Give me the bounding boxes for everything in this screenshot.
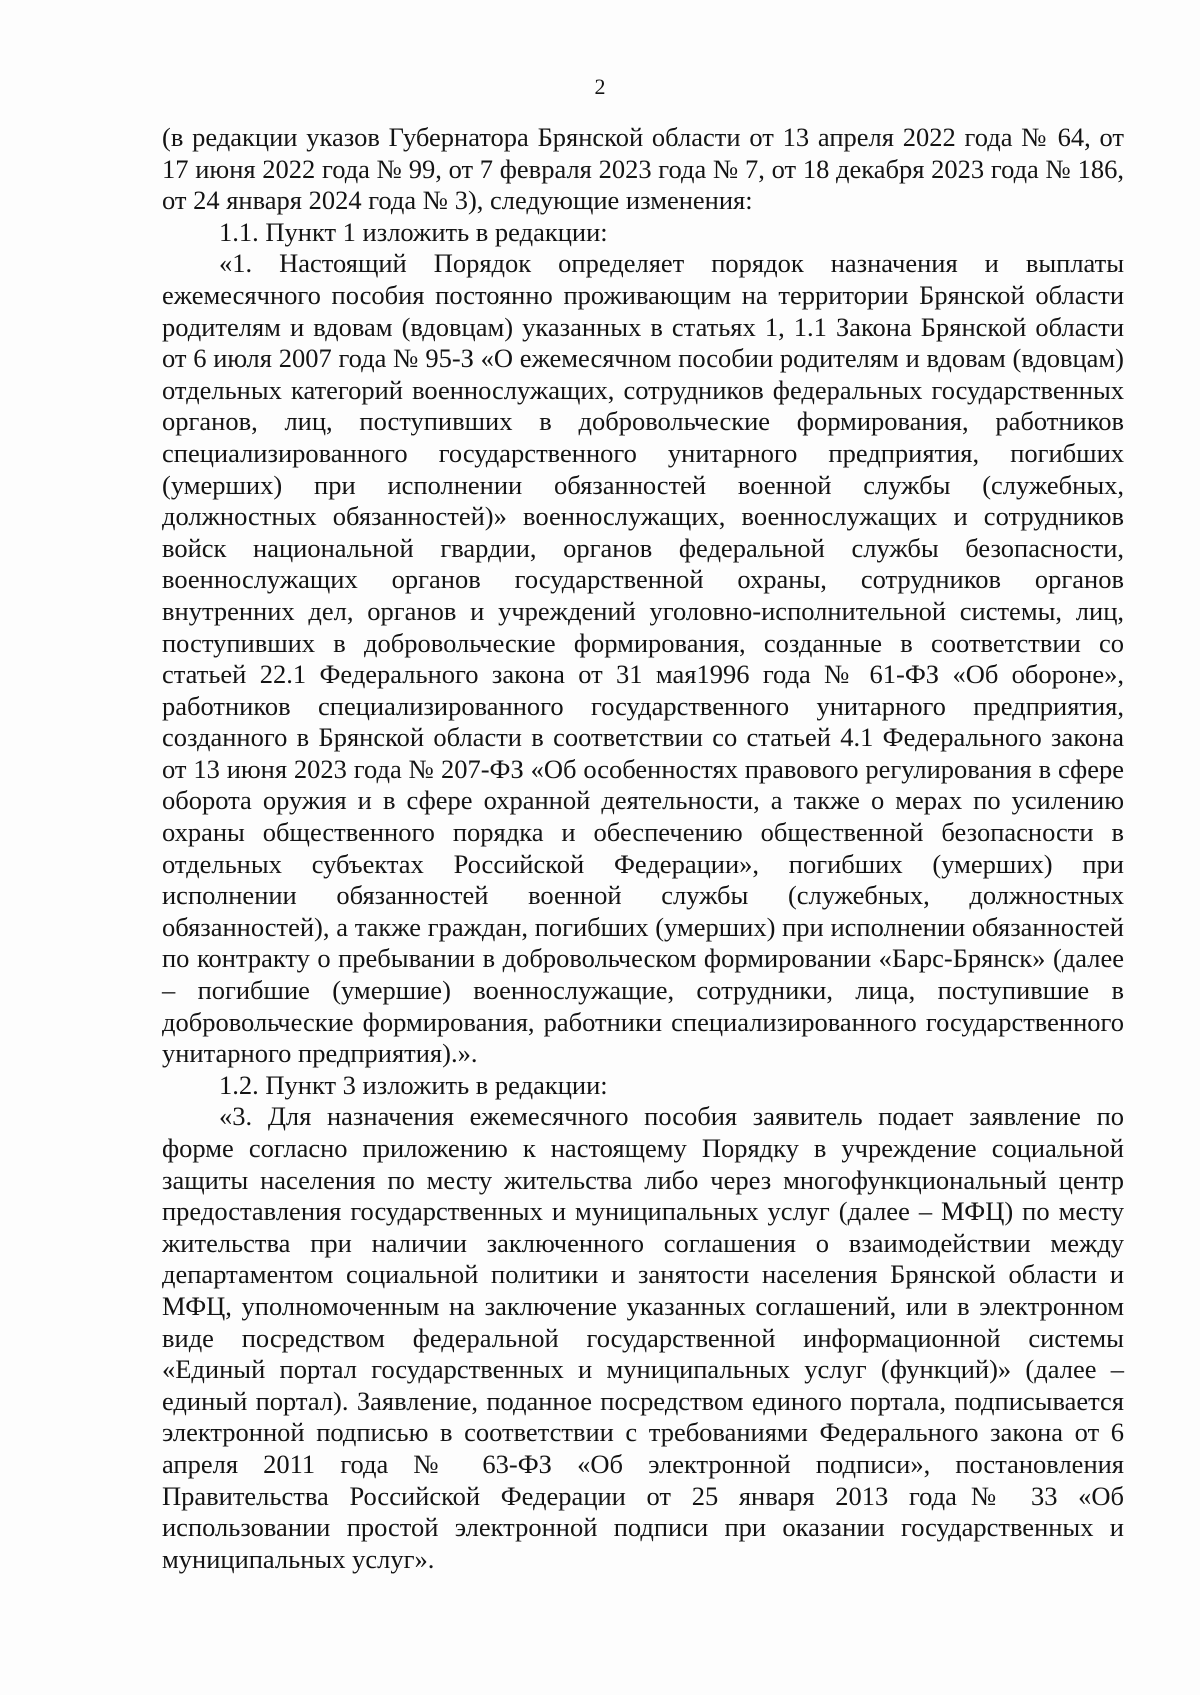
paragraph-item-1-1: 1.1. Пункт 1 изложить в редакции:: [219, 216, 608, 247]
document-body: [162, 122, 1124, 1575]
paragraph-amendment-history: (в редакции указов Губернатора Брянской области от 13 апреля 2022 года № 64, от 17 июня 2022 года № 99, от 7 февраля 2023 года № 7, от 18 декабря 2023 года № 186, от 24 января 2024 года № 3), следующие изменения:: [162, 122, 1124, 216]
paragraph-item-1-2: 1.2. Пункт 3 изложить в редакции:: [219, 1069, 608, 1100]
paragraph-point-3-text: «3. Для назначения ежемесячного пособия заявитель подает заявление по форме согласно приложению к настоящему Порядку в учреждение социальной защиты населения по месту жительства либо через многофункциональный центр предоставления государственных и муниципальных услуг (далее – МФЦ) по месту жительства при наличии заключенного соглашения о взаимодействии между департаментом социальной политики и занятости населения Брянской области и МФЦ, уполномоченным на заключение указанных соглашений, или в электронном виде посредством федеральной государственной информационной системы «Единый портал государственных и муниципальных услуг (функций)» (далее – единый портал). Заявление, поданное посредством единого портала, подписывается электронной подписью в соответствии с требованиями Федерального закона от 6 апреля 2011 года № 63-ФЗ «Об электронной подписи», постановления Правительства Российской Федерации от 25 января 2013 года№ 33 «Об использовании простой электронной подписи при оказании государственных и муниципальных услуг».: [162, 1101, 1124, 1574]
page-number: 2: [594, 74, 606, 99]
paragraph-point-1-text: «1. Настоящий Порядок определяет порядок назначения и выплаты ежемесячного пособия постоянно проживающим на территории Брянской области родителям и вдовам (вдовцам) указанных в статьях 1, 1.1 Закона Брянской области от 6 июля 2007 года № 95-З «О ежемесячном пособии родителям и вдовам (вдовцам) отдельных категорий военнослужащих, сотрудников федеральных государственных органов, лиц, поступивших в добровольческие формирования, работников специализированного государственного унитарного предприятия, погибших (умерших) при исполнении обязанностей военной службы (служебных, должностных обязанностей)» военнослужащих, военнослужащих и сотрудников войск национальной гвардии, органов федеральной службы безопасности, военнослужащих органов государственной охраны, сотрудников органов внутренних дел, органов и учреждений уголовно-исполнительной системы, лиц, поступивших в добровольческие формирования, созданные в соответствии со статьей 22.1 Федерального закона от 31 мая1996 года № 61-ФЗ «Об обороне», работников специализированного государственного унитарного предприятия, созданного в Брянской области в соответствии со статьей 4.1 Федерального закона от 13 июня 2023 года № 207-ФЗ «Об особенностях правового регулирования в сфере оборота оружия и в сфере охранной деятельности, а также о мерах по усилению охраны общественного порядка и обеспечению общественной безопасности в отдельных субъектах Российской Федерации», погибших (умерших) при исполнении обязанностей военной службы (служебных, должностных обязанностей), а также граждан, погибших (умерших) при исполнении обязанностей по контракту о пребывании в добровольческом формировании «Барс-Брянск» (далее – погибшие (умершие) военнослужащие, сотрудники, лица, поступившие в добровольческие формирования, работники специализированного государственного унитарного предприятия).».: [162, 248, 1124, 1069]
